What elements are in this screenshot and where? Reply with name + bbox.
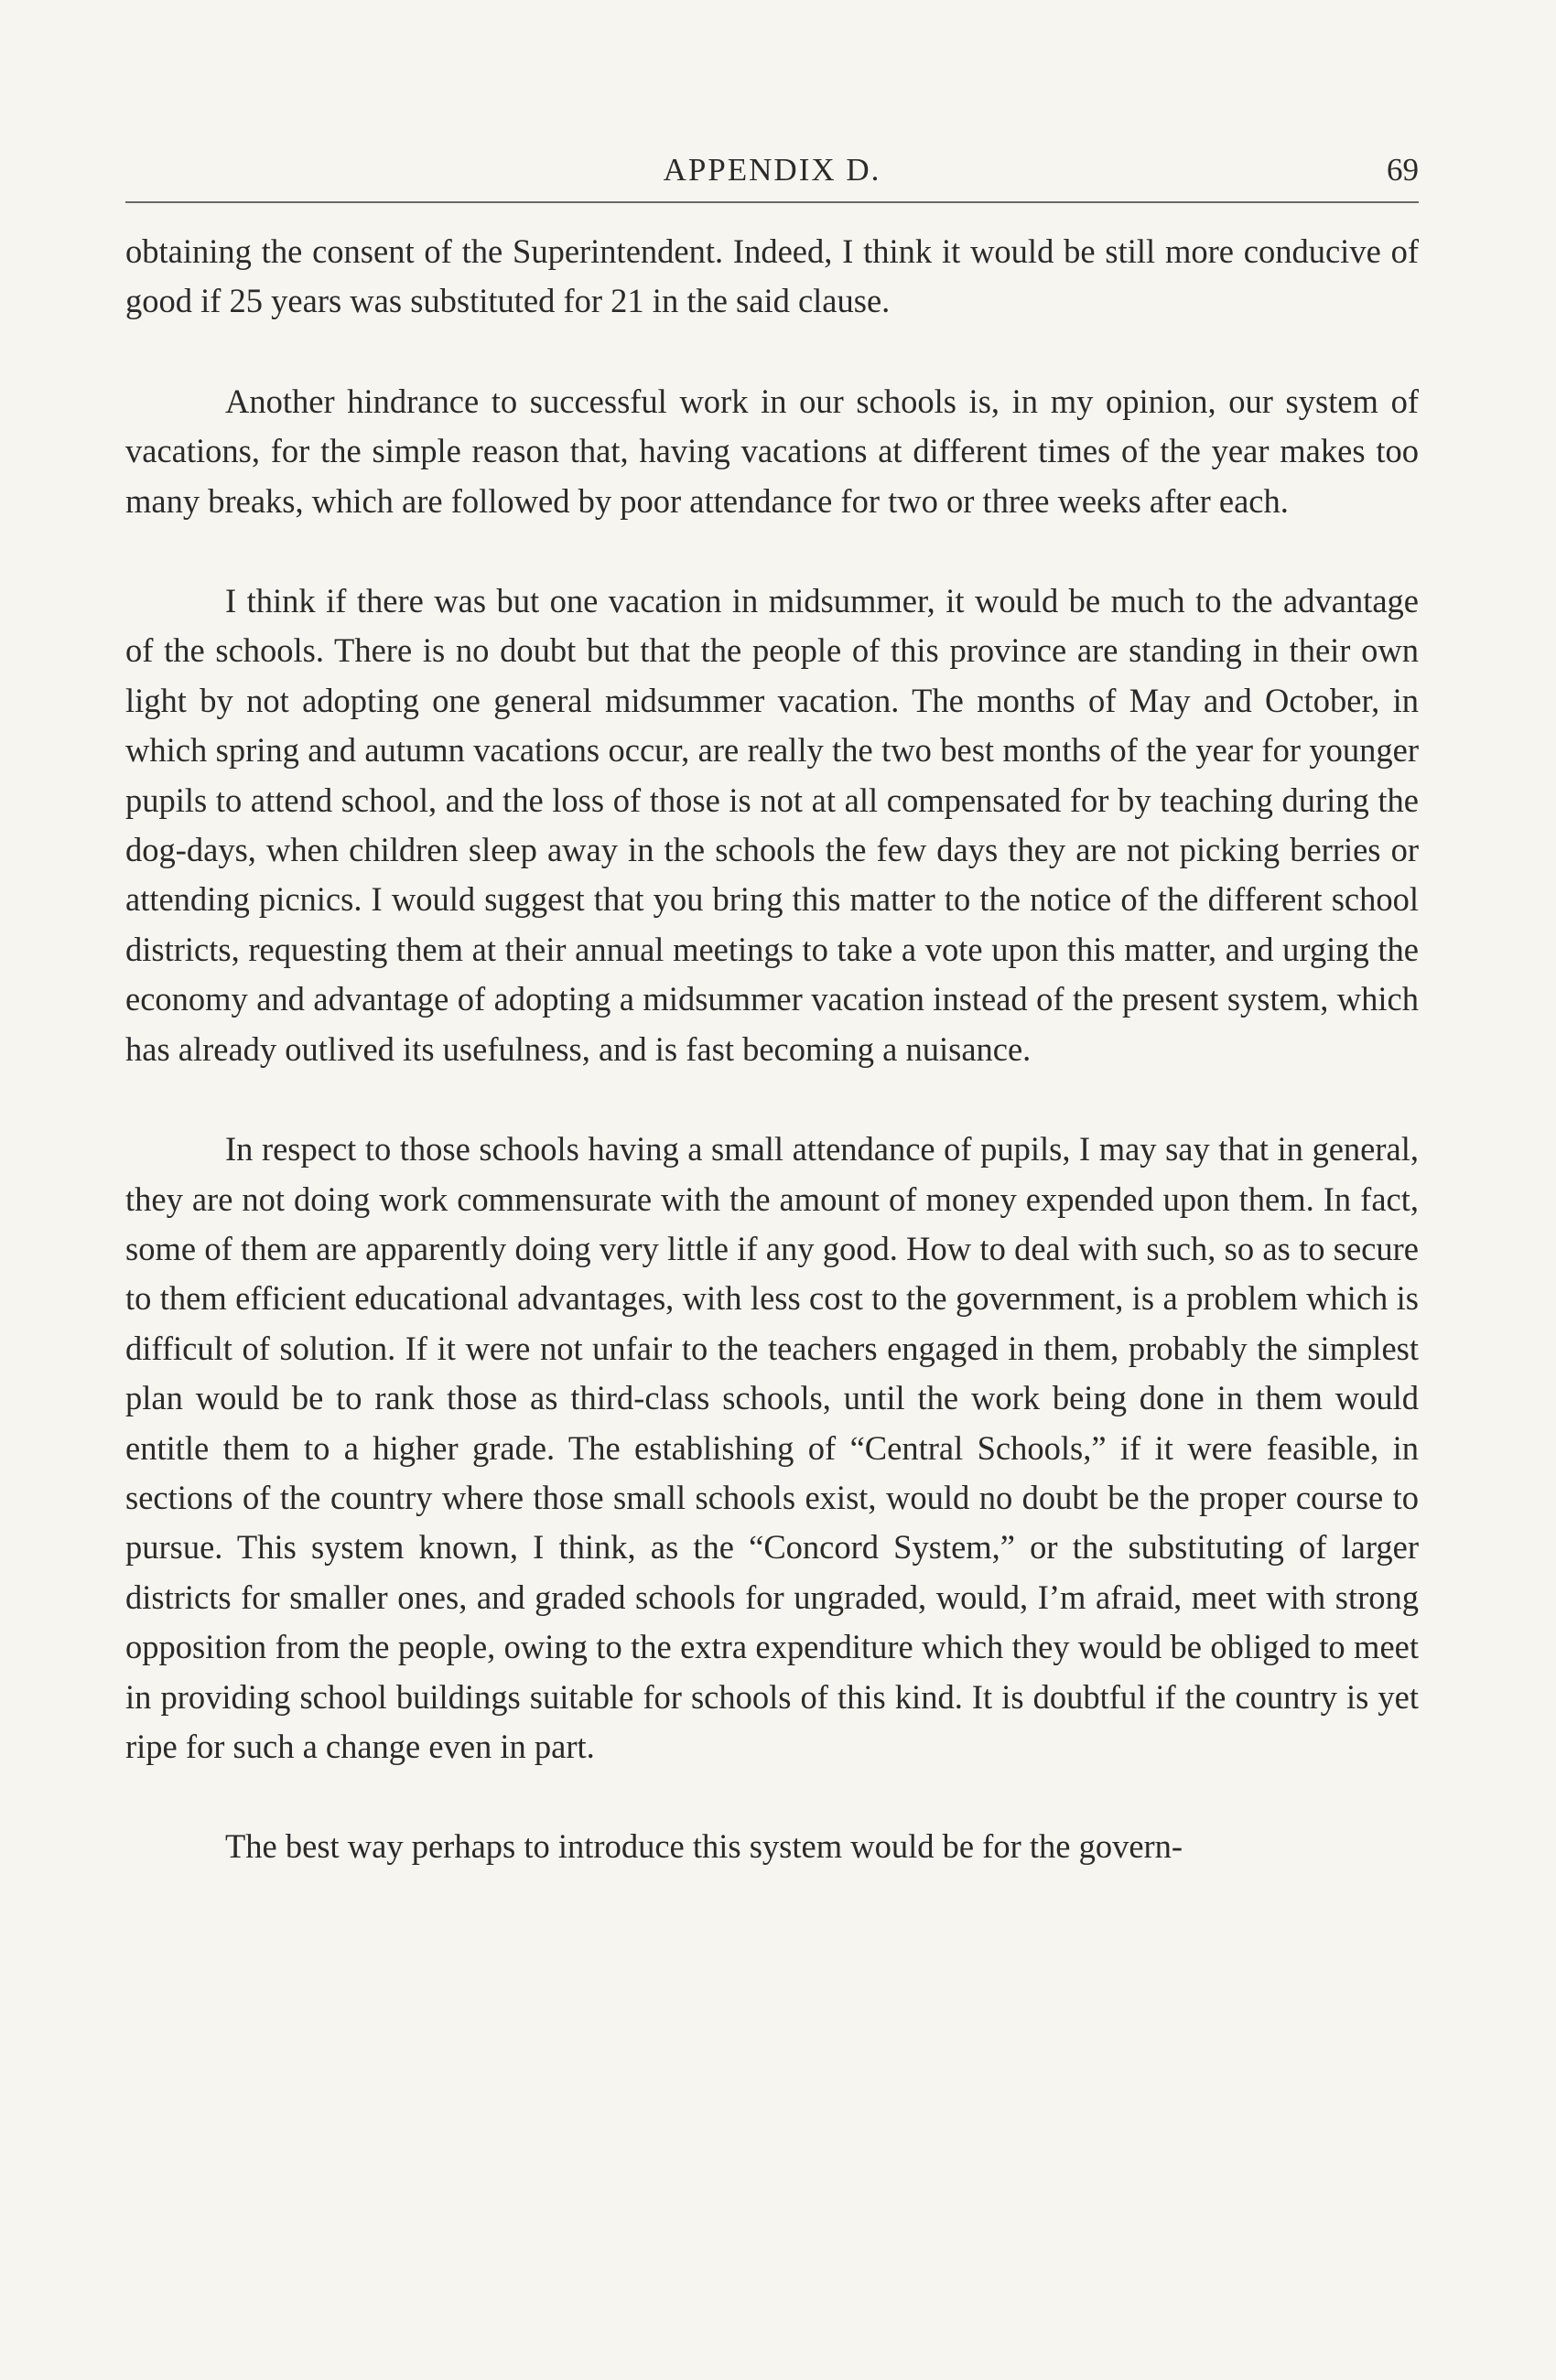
- body-text: [125, 227, 1419, 1922]
- paragraph-continuation: obtaining the consent of the Superintendent. Indeed, I think it would be still more conducive of good if 25 years was substituted for 21 in the said clause.: [125, 232, 1419, 320]
- paragraph-midsummer-vacation: I think if there was but one vacation in midsummer, it would be much to the advantage of the schools. There is no doubt but that the people of this province are standing in their own light by not adopting one general midsummer vacation. The months of May and October, in which spring and autumn vacations occur, are really the two best months of the year for younger pupils to attend school, and the loss of those is not at all compensated for by teaching during the dog-days, when children sleep away in the schools the few days they are not picking berries or attending picnics. I would suggest that you bring this matter to the notice of the different school districts, requesting them at their annual meetings to take a vote upon this matter, and urging the economy and advantage of adopting a midsummer vacation instead of the present system, which has already outlived its usefulness, and is fast becoming a nuisance.: [125, 582, 1419, 1068]
- running-head: [125, 146, 1419, 198]
- page-number: 69: [1387, 152, 1419, 188]
- header-rule: [125, 201, 1419, 203]
- running-title: APPENDIX D.: [663, 152, 881, 188]
- paragraph-small-schools: In respect to those schools having a small attendance of pupils, I may say that in general, they are not doing work commensurate with the amount of money expended upon them. In fact, some of them are apparently doing very little if any good. How to deal with such, so as to secure to them efficient educational advantages, with less cost to the government, is a problem which is difficult of solution. If it were not unfair to the teachers engaged in them, probably the simplest plan would be to rank those as third-class schools, until the work being done in them would entitle them to a higher grade. The establishing of “Central Schools,” if it were feasible, in sections of the country where those small schools exist, would no doubt be the proper course to pursue. This system known, I think, as the “Concord System,” or the substituting of larger districts for smaller ones, and graded schools for ungraded, would, I’m afraid, meet with strong opposition from the people, owing to the extra expenditure which they would be obliged to meet in providing school buildings suitable for schools of this kind. It is doubtful if the country is yet ripe for such a change even in part.: [125, 1130, 1419, 1765]
- paragraph-introduce-system: The best way perhaps to introduce this system would be for the govern-: [225, 1827, 1183, 1866]
- paragraph-vacations: Another hindrance to successful work in our schools is, in my opinion, our system of vacations, for the simple reason that, having vacations at different times of the year makes too many breaks, which are followed by poor attendance for two or three weeks after each.: [125, 382, 1419, 520]
